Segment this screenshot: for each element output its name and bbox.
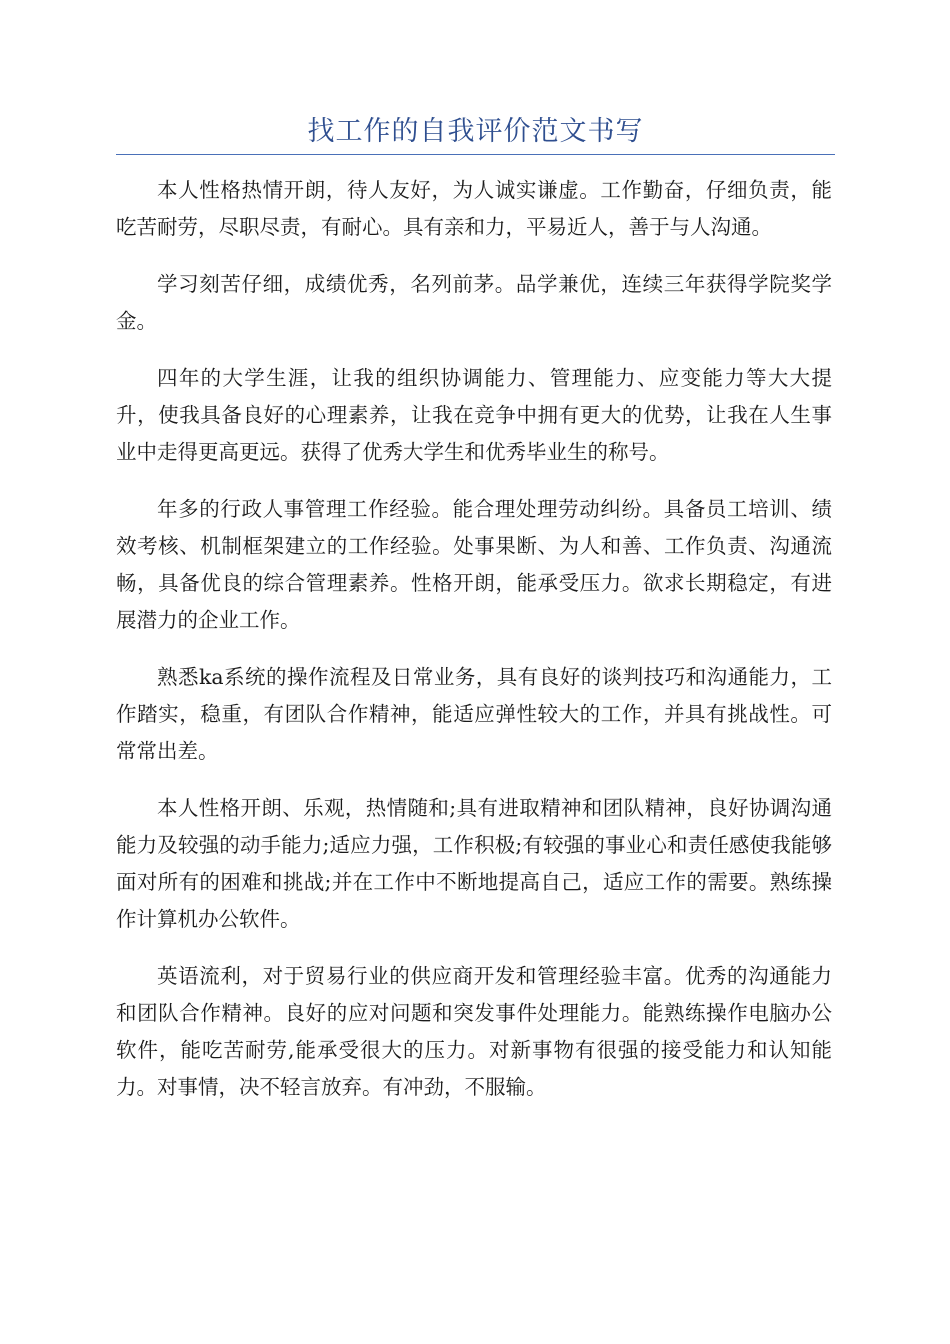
paragraph-4: 年多的行政人事管理工作经验。能合理处理劳动纠纷。具备员工培训、绩效考核、机制框架建立的工作经验。处事果断、为人和善、工作负责、沟通流畅，具备优良的综合管理素养。性格开朗，能承受压力。欲求长期稳定，有进展潜力的企业工作。 (116, 497, 832, 632)
paragraph-6: 本人性格开朗、乐观，热情随和;具有进取精神和团队精神，良好协调沟通能力及较强的动手能力;适应力强，工作积极;有较强的事业心和责任感使我能够面对所有的困难和挑战;并在工作中不断地提高自己，适应工作的需要。熟练操作计算机办公软件。 (116, 796, 832, 931)
paragraph-7: 英语流利，对于贸易行业的供应商开发和管理经验丰富。优秀的沟通能力和团队合作精神。良好的应对问题和突发事件处理能力。能熟练操作电脑办公软件，能吃苦耐劳,能承受很大的压力。对新事物有很强的接受能力和认知能力。对事情，决不轻言放弃。有冲劲，不服输。 (116, 964, 832, 1099)
document-body (116, 172, 832, 1126)
paragraph-3: 四年的大学生涯，让我的组织协调能力、管理能力、应变能力等大大提升，使我具备良好的心理素养，让我在竞争中拥有更大的优势，让我在人生事业中走得更高更远。获得了优秀大学生和优秀毕业生的称号。 (116, 366, 832, 464)
paragraph-1: 本人性格热情开朗，待人友好，为人诚实谦虚。工作勤奋，仔细负责，能吃苦耐劳，尽职尽责，有耐心。具有亲和力，平易近人，善于与人沟通。 (116, 178, 832, 239)
title-underline (116, 154, 835, 155)
paragraph-5: 熟悉ka系统的操作流程及日常业务，具有良好的谈判技巧和沟通能力，工作踏实，稳重，有团队合作精神，能适应弹性较大的工作，并具有挑战性。可常常出差。 (116, 665, 832, 763)
paragraph-2: 学习刻苦仔细，成绩优秀，名列前茅。品学兼优，连续三年获得学院奖学金。 (116, 272, 832, 333)
page-title: 找工作的自我评价范文书写 (307, 116, 644, 147)
